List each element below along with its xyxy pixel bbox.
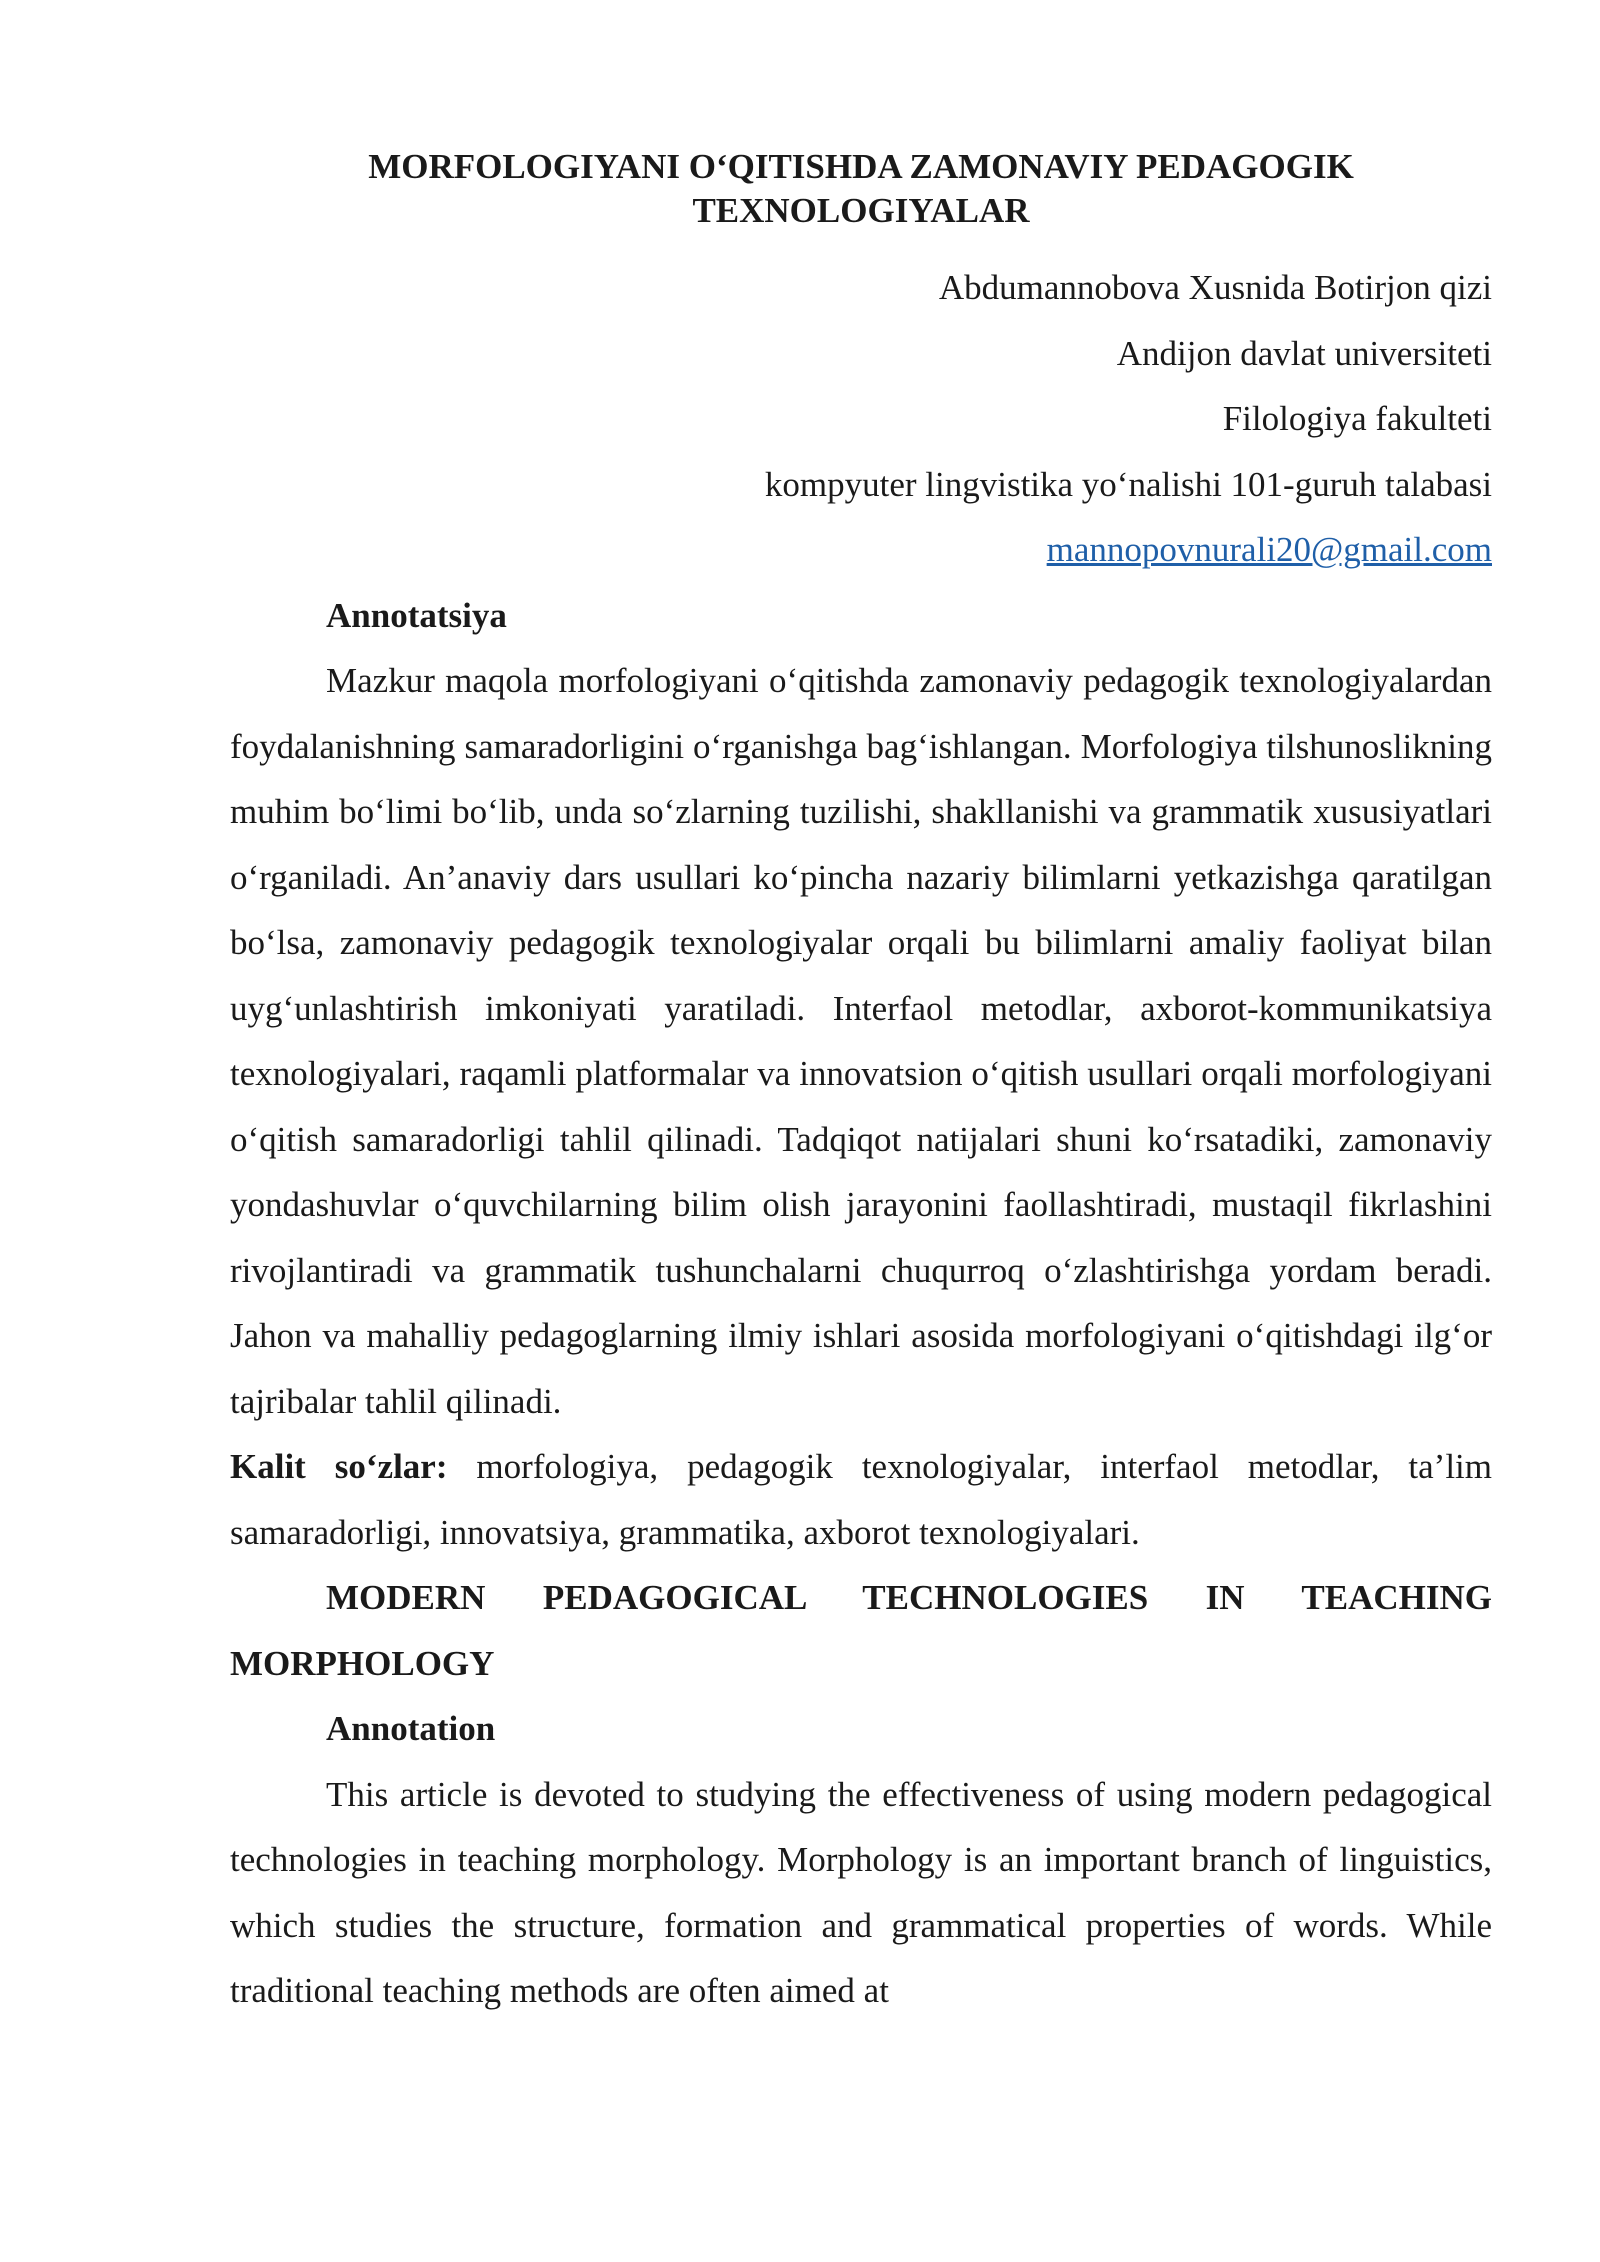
keywords-uz [230, 1434, 1492, 1565]
annotation-uz-heading: Annotatsiya [326, 595, 507, 635]
keywords-uz-label: Kalit so‘zlar: [230, 1447, 448, 1486]
annotation-en-text: This article is devoted to studying the effectiveness of using modern pedagogical technologies in teaching morphology. Morphology is an important branch of linguistics, which studies the structure, formation and grammatical properties of words. While traditional teaching methods are often aimed at [230, 1774, 1492, 2010]
author-group: kompyuter lingvistika yo‘nalishi 101-guruh talabasi [764, 464, 1492, 504]
article-title [230, 145, 1492, 233]
author-university: Andijon davlat universiteti [1116, 333, 1492, 373]
article-title-line-2: TEXNOLOGIYALAR [692, 191, 1030, 230]
document-page [230, 145, 1492, 2024]
annotation-uz-text: Mazkur maqola morfologiyani o‘qitishda zamonaviy pedagogik texnologiyalardan foydalanishning samaradorligini o‘rganishga bag‘ishlangan. Morfologiya tilshunoslikning muhim bo‘limi bo‘lib, unda so‘zlarning tuzilishi, shakllanishi va grammatik xususiyatlari o‘rganiladi. An’anaviy dars usullari ko‘pincha nazariy bilimlarni yetkazishga qaratilgan bo‘lsa, zamonaviy pedagogik texnologiyalar orqali bu bilimlarni amaliy faoliyat bilan uyg‘unlashtirish imkoniyati yaratiladi. Interfaol metodlar, axborot-kommunikatsiya texnologiyalari, raqamli platformalar va innovatsion o‘qitish usullari orqali morfologiyani o‘qitish samaradorligi tahlil qilinadi. Tadqiqot natijalari shuni ko‘rsatadiki, zamonaviy yondashuvlar o‘quvchilarning bilim olish jarayonini faollashtiradi, mustaqil fikrlashini rivojlantiradi va grammatik tushunchalarni chuqurroq o‘zlashtirishga yordam beradi. Jahon va mahalliy pedagoglarning ilmiy ishlari asosida morfologiyani o‘qitishdagi ilg‘or tajribalar tahlil qilinadi. [230, 661, 1492, 1421]
english-title: MODERN PEDAGOGICAL TECHNOLOGIES IN TEACHING MORPHOLOGY [230, 1578, 1492, 1683]
author-block [230, 255, 1492, 583]
author-name: Abdumannobova Xusnida Botirjon qizi [938, 268, 1492, 307]
keywords-uz-text: morfologiya, pedagogik texnologiyalar, interfaol metodlar, ta’lim samaradorligi, innovatsiya, grammatika, axborot texnologiyalari. [230, 1447, 1492, 1552]
author-faculty: Filologiya fakulteti [1222, 399, 1492, 438]
annotation-en-heading: Annotation [326, 1709, 496, 1748]
author-email-link[interactable]: mannopovnurali20@gmail.com [1046, 530, 1492, 569]
article-title-line-1: MORFOLOGIYANI O‘QITISHDA ZAMONAVIY PEDAGOGIK [368, 147, 1354, 186]
